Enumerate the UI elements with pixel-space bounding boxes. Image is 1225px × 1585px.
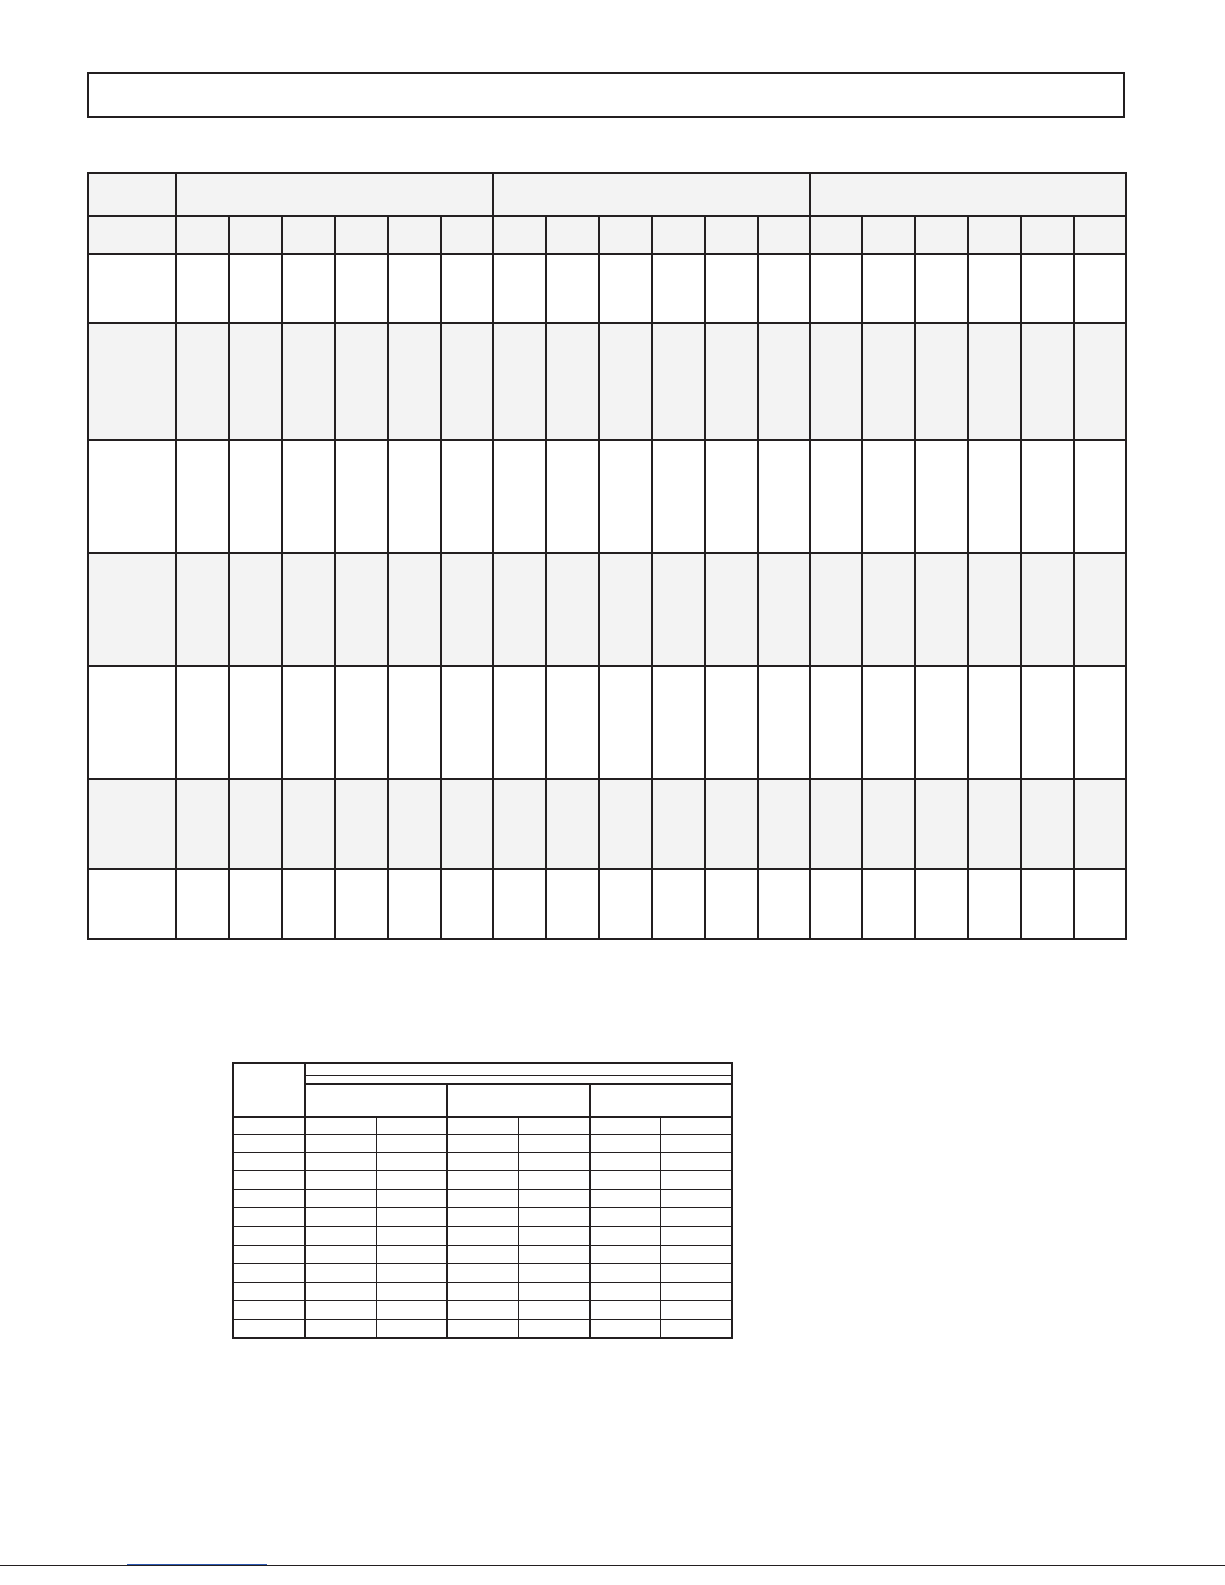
column-divider (175, 174, 177, 938)
small-table-row-divider (234, 1263, 731, 1264)
small-table-row-divider (234, 1134, 731, 1135)
row-divider (89, 778, 1125, 780)
summary-table (232, 1062, 733, 1339)
column-divider (598, 216, 600, 938)
column-divider (861, 216, 863, 938)
small-table-row-divider (234, 1300, 731, 1301)
small-table-column-divider (446, 1083, 448, 1337)
small-table-row-divider (305, 1083, 731, 1085)
column-divider (967, 216, 969, 938)
column-divider (387, 216, 389, 938)
row-divider (89, 665, 1125, 667)
column-divider (1020, 216, 1022, 938)
page-title-box (87, 72, 1125, 118)
column-divider (651, 216, 653, 938)
shaded-row-band (89, 323, 1125, 440)
column-divider (704, 216, 706, 938)
small-table-column-divider (589, 1083, 591, 1337)
column-divider (281, 216, 283, 938)
column-divider (914, 216, 916, 938)
small-table-row-divider (234, 1226, 731, 1227)
row-divider (89, 253, 1125, 255)
small-table-row-divider (234, 1207, 731, 1208)
row-divider (89, 439, 1125, 441)
small-table-row-divider (234, 1189, 731, 1190)
column-divider (1073, 216, 1075, 938)
main-table (87, 172, 1127, 940)
column-divider (809, 174, 811, 938)
small-table-row-divider (234, 1282, 731, 1283)
column-divider (492, 174, 494, 938)
small-table-column-divider (376, 1116, 377, 1337)
column-divider (545, 216, 547, 938)
shaded-row-band (89, 174, 1125, 216)
row-divider (89, 868, 1125, 870)
small-table-row-divider (234, 1245, 731, 1246)
column-divider (440, 216, 442, 938)
footer-rule (0, 1565, 1225, 1566)
small-table-row-divider (234, 1170, 731, 1171)
row-divider (89, 552, 1125, 554)
column-divider (228, 216, 230, 938)
small-table-column-divider (304, 1064, 306, 1337)
footer-link[interactable] (127, 1553, 267, 1565)
small-table-row-divider (305, 1075, 731, 1076)
small-table-row-divider (234, 1116, 731, 1118)
row-divider (89, 215, 1125, 217)
shaded-row-band (89, 216, 1125, 254)
row-divider (89, 322, 1125, 324)
shaded-row-band (89, 779, 1125, 869)
column-divider (757, 216, 759, 938)
column-divider (334, 216, 336, 938)
small-table-column-divider (518, 1116, 519, 1337)
small-table-row-divider (234, 1319, 731, 1320)
shaded-row-band (89, 553, 1125, 666)
small-table-row-divider (234, 1152, 731, 1153)
small-table-column-divider (660, 1116, 661, 1337)
